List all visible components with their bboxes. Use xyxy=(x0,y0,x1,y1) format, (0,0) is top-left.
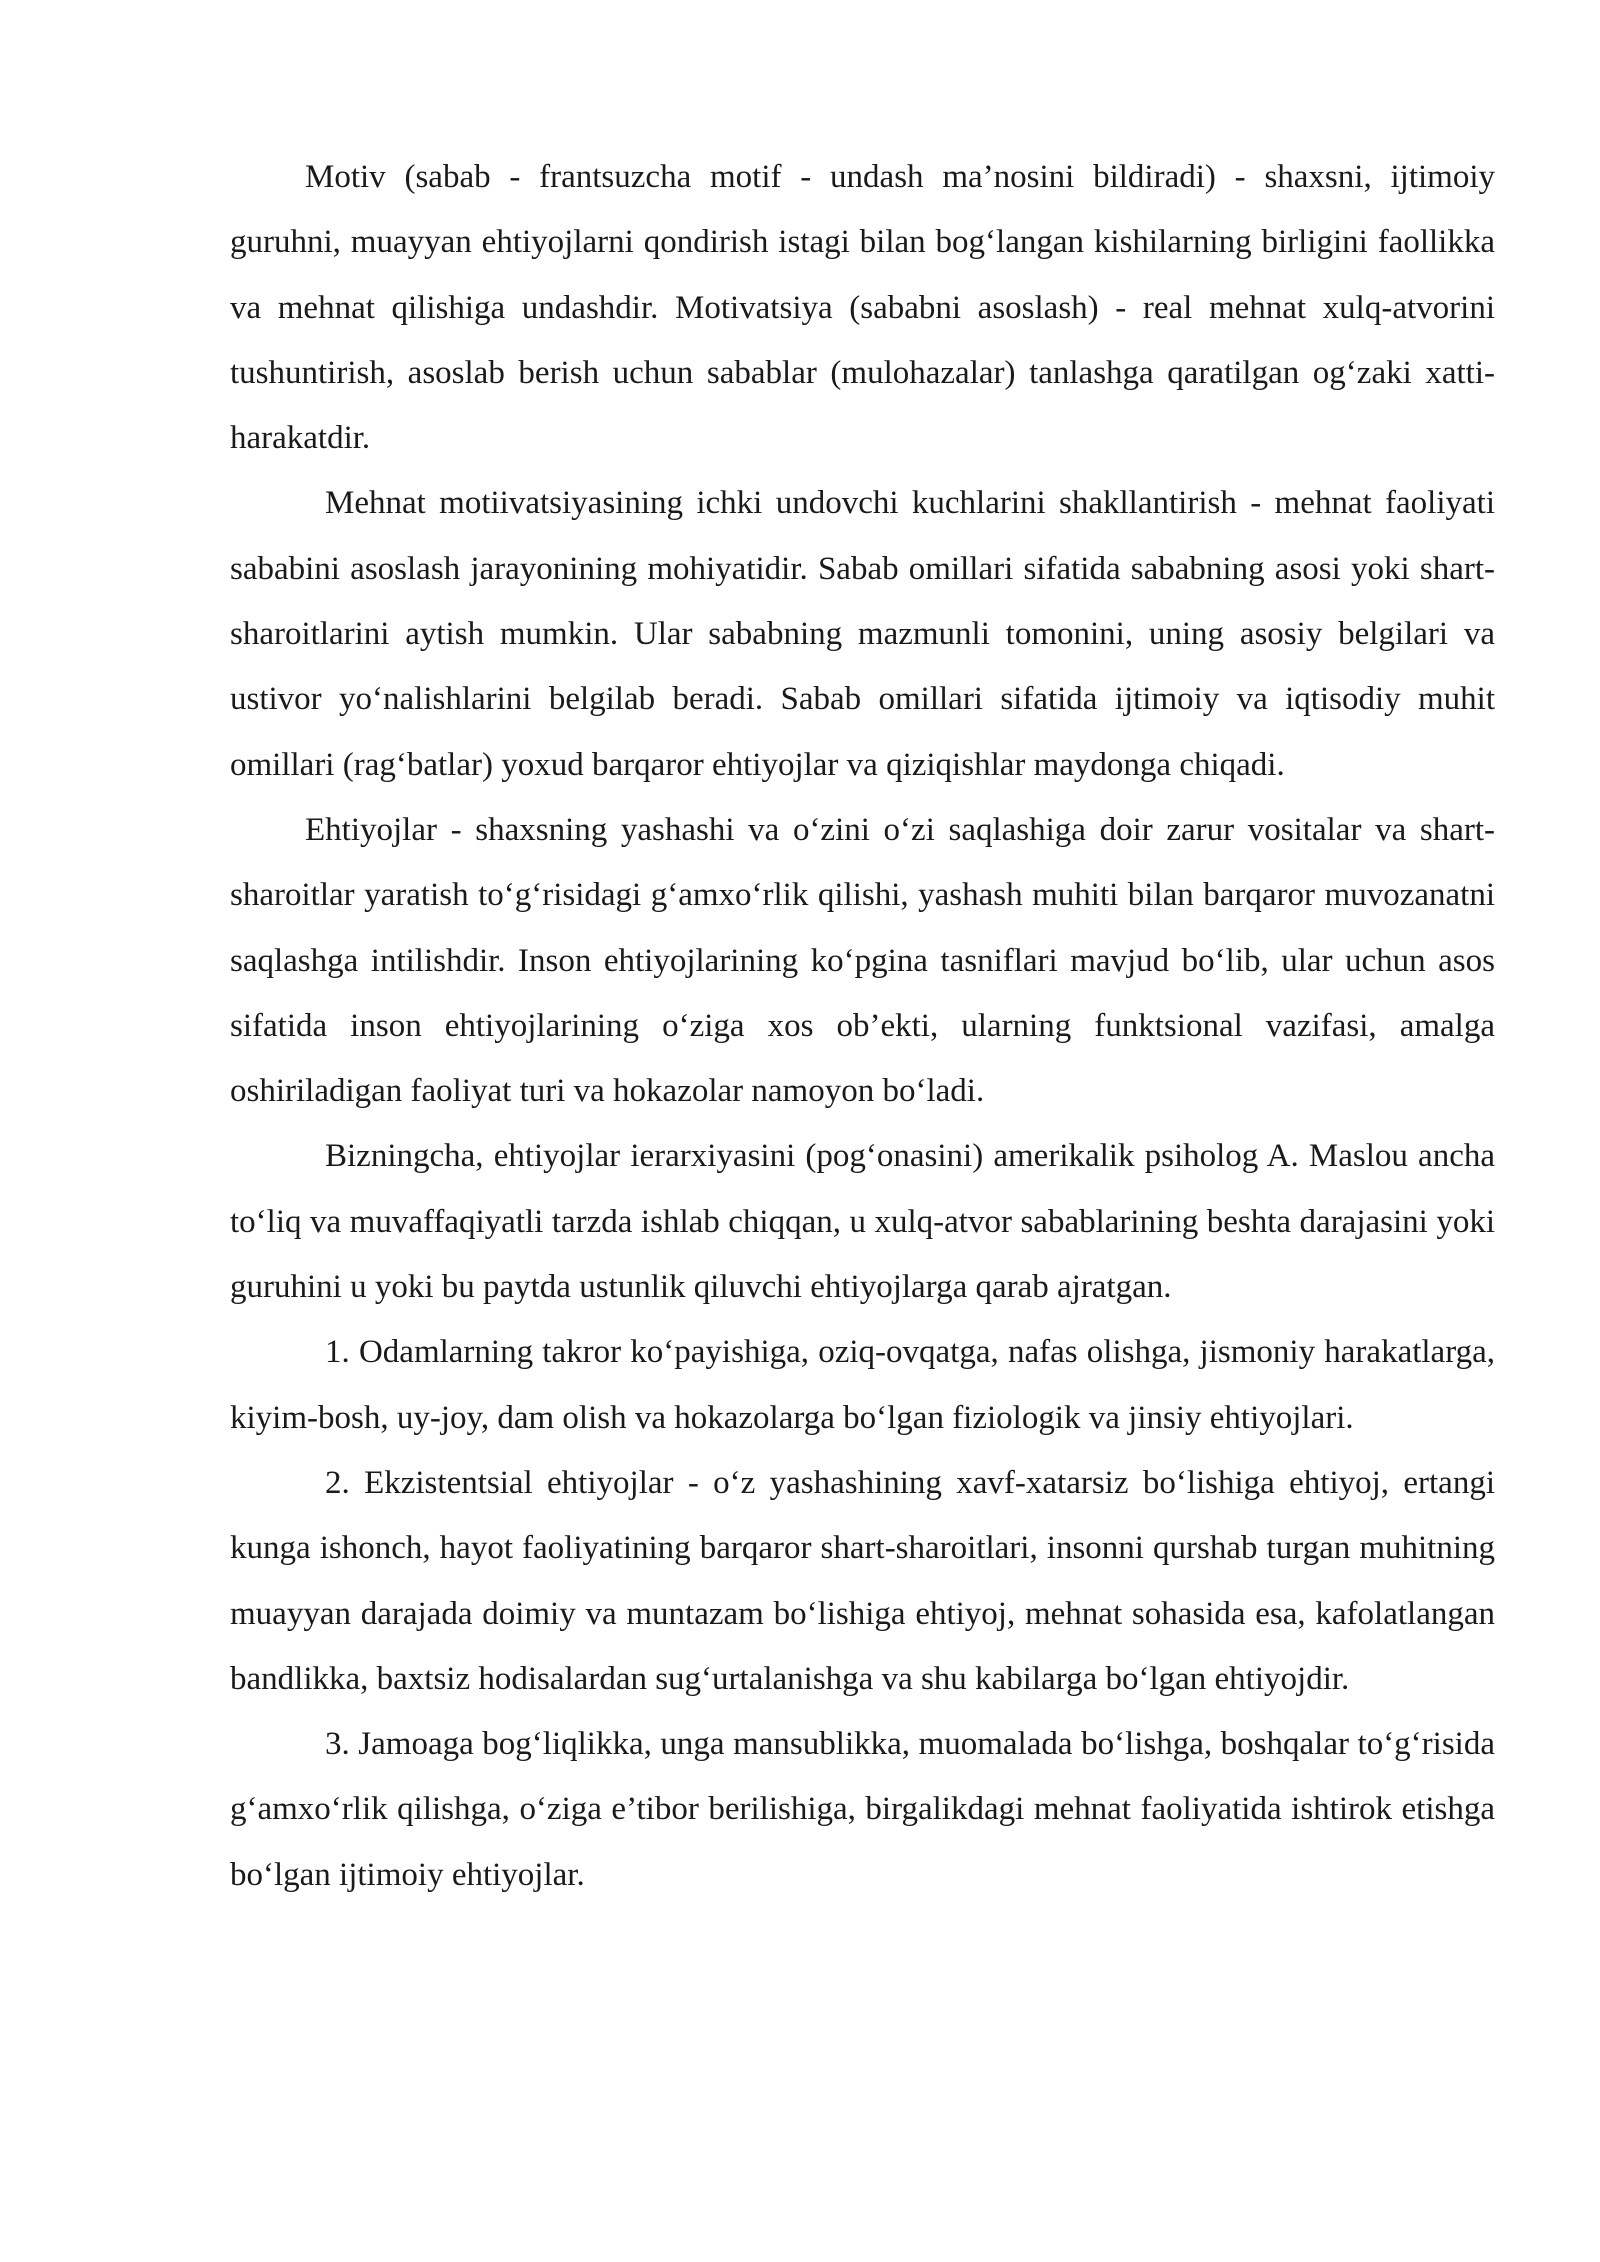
paragraph-mehnat-motivatsiyasi: Mehnat motiivatsiyasining ichki undovchi kuchlarini shakllantirish - mehnat faoliyati sababini asoslash jarayonining mohiyatidir. Sabab omillari sifatida sababning asosi yoki shart-sharoitlarini aytish mumkin. Ular sababning mazmunli tomonini, uning asosiy belgilari va ustivor yo‘nalishlarini belgilab beradi. Sabab omillari sifatida ijtimoiy va iqtisodiy muhit omillari (rag‘batlar) yoxud barqaror ehtiyojlar va qiziqishlar maydonga chiqadi. xyxy=(230,485,1495,783)
document-page xyxy=(230,145,1495,1908)
paragraph-maslou: Bizningcha, ehtiyojlar ierarxiyasini (pog‘onasini) amerikalik psiholog A. Maslou ancha to‘liq va muvaffaqiyatli tarzda ishlab chiqqan, u xulq-atvor sabablarining beshta darajasini yoki guruhini u yoki bu paytda ustunlik qiluvchi ehtiyojlarga qarab ajratgan. xyxy=(230,1138,1495,1306)
list-item-1: 1. Odamlarning takror ko‘payishiga, oziq-ovqatga, nafas olishga, jismoniy harakatlarga, kiyim-bosh, uy-joy, dam olish va hokazolarga bo‘lgan fiziologik va jinsiy ehtiyojlari. xyxy=(230,1334,1495,1436)
list-item-2: 2. Ekzistentsial ehtiyojlar - o‘z yashashining xavf-xatarsiz bo‘lishiga ehtiyoj, ertangi kunga ishonch, hayot faoliyatining barqaror shart-sharoitlari, insonni qurshab turgan muhitning muayyan darajada doimiy va muntazam bo‘lishiga ehtiyoj, mehnat sohasida esa, kafolatlangan bandlikka, baxtsiz hodisalardan sug‘urtalanishga va shu kabilarga bo‘lgan ehtiyojdir. xyxy=(230,1464,1495,1697)
paragraph-motiv: Motiv (sabab - frantsuzcha motif - undash ma’nosini bildiradi) - shaxsni, ijtimoiy guruhni, muayyan ehtiyojlarni qondirish istagi bilan bog‘langan kishilarning birligini faollikka va mehnat qilishiga undashdir. Motivatsiya (sababni asoslash) - real mehnat xulq-atvorini tushuntirish, asoslab berish uchun sabablar (mulohazalar) tanlashga qaratilgan og‘zaki xatti-harakatdir. xyxy=(230,159,1495,457)
paragraph-ehtiyojlar: Ehtiyojlar - shaxsning yashashi va o‘zini o‘zi saqlashiga doir zarur vositalar va shart-sharoitlar yaratish to‘g‘risidagi g‘amxo‘rlik qilishi, yashash muhiti bilan barqaror muvozanatni saqlashga intilishdir. Inson ehtiyojlarining ko‘pgina tasniflari mavjud bo‘lib, ular uchun asos sifatida inson ehtiyojlarining o‘ziga xos ob’ekti, ularning funktsional vazifasi, amalga oshiriladigan faoliyat turi va hokazolar namoyon bo‘ladi. xyxy=(230,811,1495,1110)
list-item-3: 3. Jamoaga bog‘liqlikka, unga mansublikka, muomalada bo‘lishga, boshqalar to‘g‘risida g‘amxo‘rlik qilishga, o‘ziga e’tibor berilishiga, birgalikdagi mehnat faoliyatida ishtirok etishga bo‘lgan ijtimoiy ehtiyojlar. xyxy=(230,1726,1495,1893)
